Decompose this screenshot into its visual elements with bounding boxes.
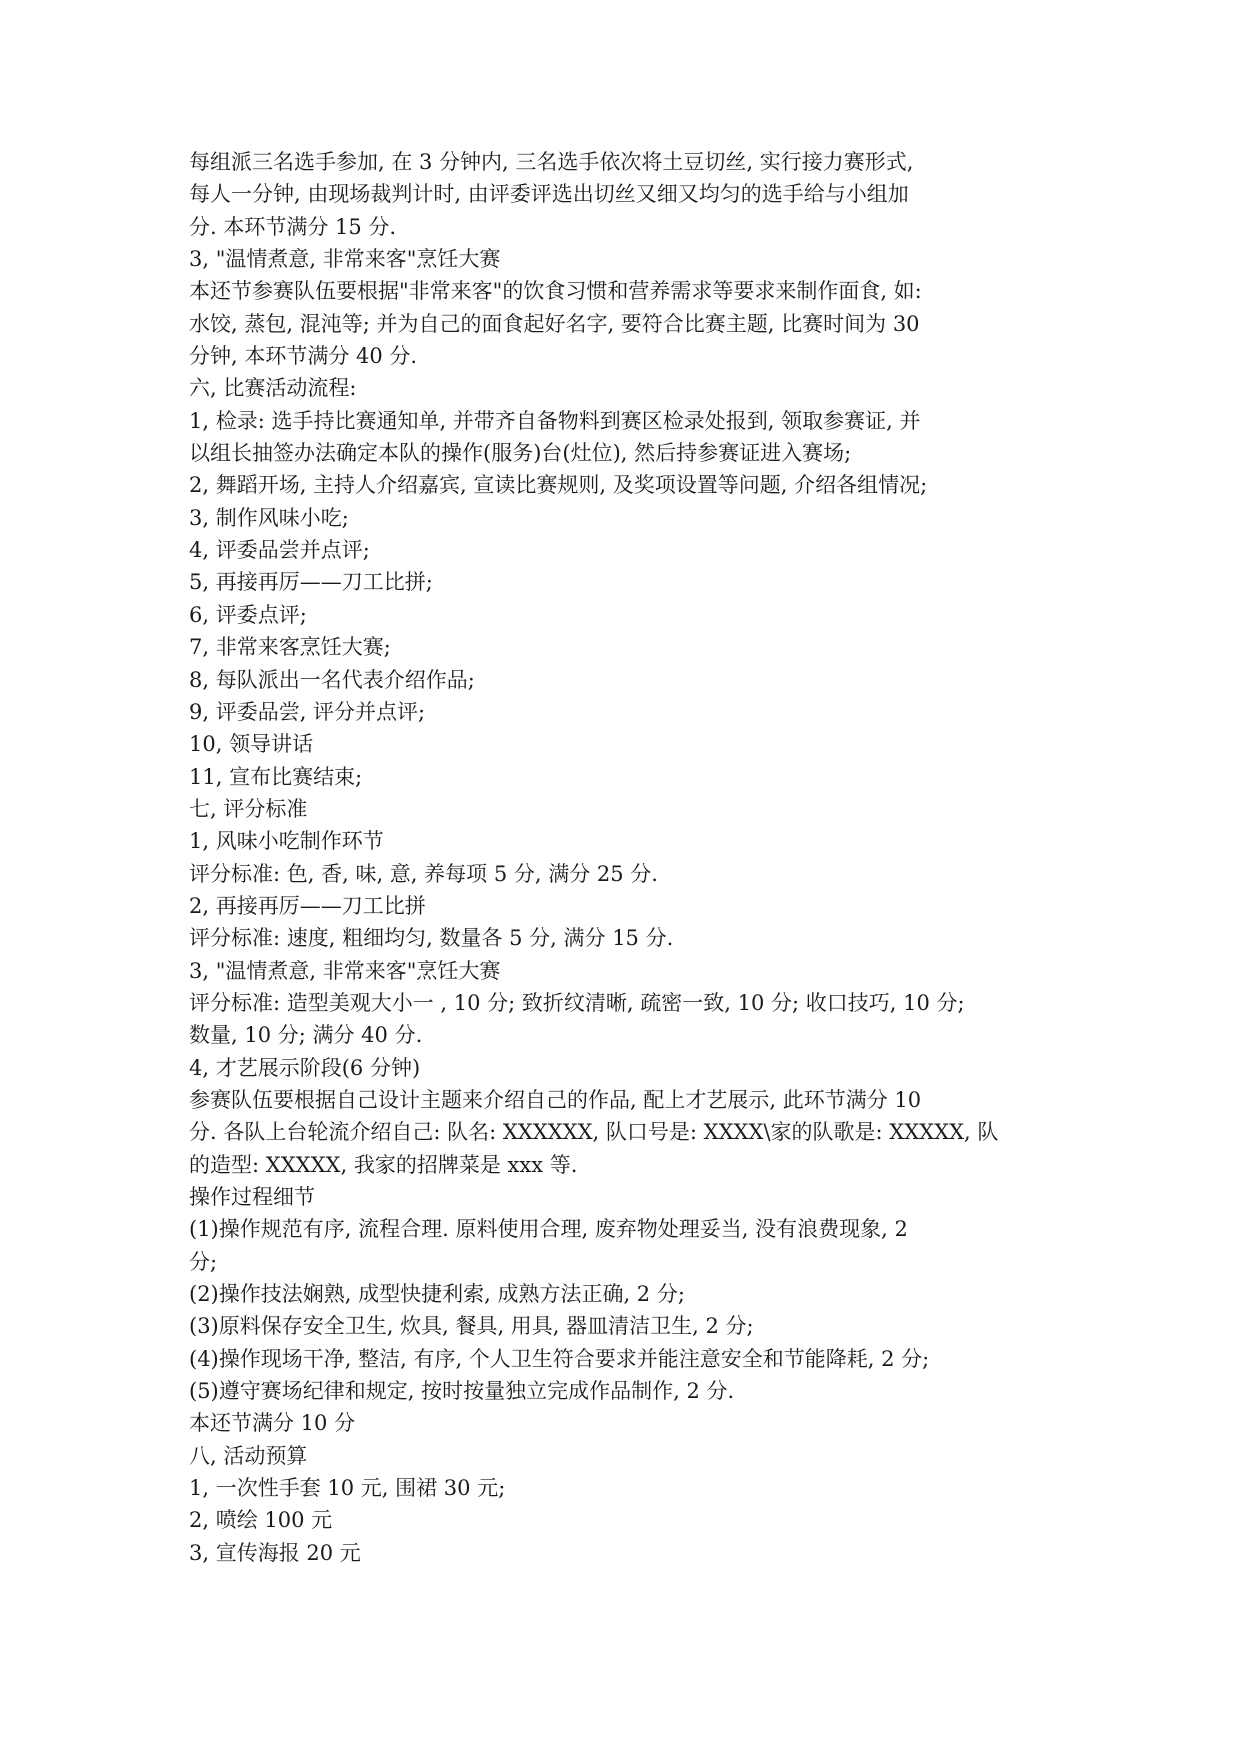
subsection-heading: 3, "温情煮意, 非常来客"烹饪大赛 xyxy=(189,958,501,983)
list-item: 7, 非常来客烹饪大赛; xyxy=(189,635,391,660)
list-item: 11, 宣布比赛结束; xyxy=(189,764,363,789)
section-heading: 八, 活动预算 xyxy=(189,1443,308,1468)
text-line: 分钟, 本环节满分 40 分. xyxy=(189,344,418,369)
list-item: 4, 评委品尝并点评; xyxy=(189,538,370,563)
text-line: 参赛队伍要根据自己设计主题来介绍自己的作品, 配上才艺展示, 此环节满分 10 xyxy=(189,1087,922,1112)
list-item: 3, 宣传海报 20 元 xyxy=(189,1540,361,1565)
list-item: 1, 检录: 选手持比赛通知单, 并带齐自备物料到赛区检录处报到, 领取参赛证, 并 xyxy=(189,408,921,433)
section-heading: 3, "温情煮意, 非常来客"烹饪大赛 xyxy=(189,247,501,272)
text-line: 本还节参赛队伍要根据"非常来客"的饮食习惯和营养需求等要求来制作面食, 如: xyxy=(189,279,922,304)
text-line: 本还节满分 10 分 xyxy=(189,1411,356,1436)
list-item: 1, 一次性手套 10 元, 围裙 30 元; xyxy=(189,1476,506,1501)
text-line: 评分标准: 造型美观大小一 , 10 分; 致折纹清晰, 疏密一致, 10 分; 收口技巧, 10 分; xyxy=(189,990,965,1015)
list-item: 3, 制作风味小吃; xyxy=(189,505,349,530)
list-item: 9, 评委品尝, 评分并点评; xyxy=(189,699,426,724)
list-item: (3)原料保存安全卫生, 炊具, 餐具, 用具, 器皿清洁卫生, 2 分; xyxy=(189,1314,754,1339)
subsection-heading: 1, 风味小吃制作环节 xyxy=(189,829,384,854)
text-line: 分; xyxy=(189,1249,218,1274)
list-item: (1)操作规范有序, 流程合理. 原料使用合理, 废弃物处理妥当, 没有浪费现象, 2 xyxy=(189,1217,908,1242)
text-line: 每组派三名选手参加, 在 3 分钟内, 三名选手依次将土豆切丝, 实行接力赛形式, xyxy=(189,150,914,174)
subsection-heading: 2, 再接再厉——刀工比拼 xyxy=(189,893,426,918)
list-item: 2, 舞蹈开场, 主持人介绍嘉宾, 宣读比赛规则, 及奖项设置等问题, 介绍各组情况; xyxy=(189,473,928,498)
text-line: 分. 各队上台轮流介绍自己: 队名: XXXXXX, 队口号是: XXXX\家的队歌是: XXXXX, 队 xyxy=(189,1120,999,1145)
list-item: 6, 评委点评; xyxy=(189,602,307,627)
subsection-heading: 操作过程细节 xyxy=(189,1185,315,1209)
section-heading: 七, 评分标准 xyxy=(189,796,308,821)
list-item: 8, 每队派出一名代表介绍作品; xyxy=(189,667,475,692)
text-line: 的造型: XXXXX, 我家的招牌菜是 xxx 等. xyxy=(189,1152,578,1177)
list-item: 5, 再接再厉——刀工比拼; xyxy=(189,570,433,595)
text-line: 评分标准: 速度, 粗细均匀, 数量各 5 分, 满分 15 分. xyxy=(189,926,674,951)
text-line: 每人一分钟, 由现场裁判计时, 由评委评选出切丝又细又均匀的选手给与小组加 xyxy=(189,182,909,207)
text-line: 以组长抽签办法确定本队的操作(服务)台(灶位), 然后持参赛证进入赛场; xyxy=(189,441,852,466)
list-item: (2)操作技法娴熟, 成型快捷利索, 成熟方法正确, 2 分; xyxy=(189,1282,685,1307)
list-item: (4)操作现场干净, 整洁, 有序, 个人卫生符合要求并能注意安全和节能降耗, 2 分; xyxy=(189,1346,930,1371)
subsection-heading: 4, 才艺展示阶段(6 分钟) xyxy=(189,1055,421,1080)
section-heading: 六, 比赛活动流程: xyxy=(189,376,357,401)
text-line: 数量, 10 分; 满分 40 分. xyxy=(189,1023,423,1048)
list-item: 10, 领导讲话 xyxy=(189,732,314,757)
document-body xyxy=(189,146,1089,1569)
text-line: 水饺, 蒸包, 混沌等; 并为自己的面食起好名字, 要符合比赛主题, 比赛时间为 30 xyxy=(189,311,920,336)
list-item: (5)遵守赛场纪律和规定, 按时按量独立完成作品制作, 2 分. xyxy=(189,1379,735,1404)
list-item: 2, 喷绘 100 元 xyxy=(189,1508,333,1533)
text-line: 分. 本环节满分 15 分. xyxy=(189,214,397,239)
text-line: 评分标准: 色, 香, 味, 意, 养每项 5 分, 满分 25 分. xyxy=(189,861,658,886)
